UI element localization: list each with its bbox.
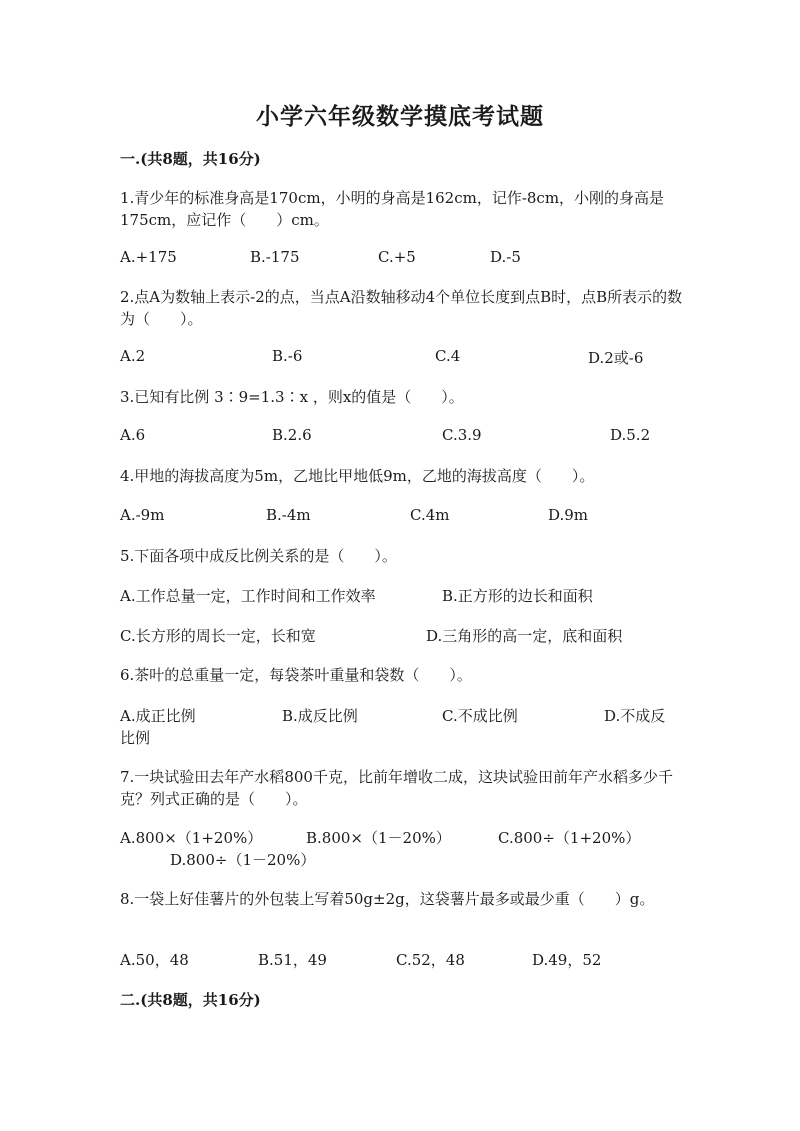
option-a[interactable]: A.6 <box>120 426 146 444</box>
option-b[interactable]: B.2.6 <box>272 426 312 444</box>
option-c[interactable]: C.3.9 <box>442 426 482 444</box>
question-5-options-row2 <box>120 625 685 647</box>
option-b[interactable]: B.800×（1－20%） <box>306 829 451 847</box>
option-c[interactable]: C.52，48 <box>396 951 465 969</box>
option-a[interactable]: A.成正比例 <box>120 707 196 725</box>
question-2: 2.点A为数轴上表示-2的点，当点A沿数轴移动4个单位长度到点B时，点B所表示的数为（ ）。 <box>120 288 683 328</box>
option-d[interactable]: D.2或-6 <box>588 349 644 367</box>
question-6-options <box>120 705 685 727</box>
option-c[interactable]: C.4 <box>435 347 461 365</box>
question-6: 6.茶叶的总重量一定，每袋茶叶重量和袋数（ ）。 <box>120 666 472 684</box>
question-4: 4.甲地的海拔高度为5m，乙地比甲地低9m，乙地的海拔高度（ ）。 <box>120 467 595 485</box>
option-d[interactable]: D.不成反 <box>604 707 666 725</box>
option-d[interactable]: D.三角形的高一定，底和面积 <box>426 627 623 645</box>
question-7-options-row2 <box>120 849 685 871</box>
page-title: 小学六年级数学摸底考试题 <box>256 103 544 130</box>
option-d[interactable]: D.800÷（1－20%） <box>170 851 316 869</box>
question-5-options-row1 <box>120 585 685 607</box>
question-2-options <box>120 347 685 369</box>
question-8-options <box>120 949 685 971</box>
question-7: 7.一块试验田去年产水稻800千克，比前年增收二成，这块试验田前年产水稻多少千克？列式正确的是（ ）。 <box>120 768 673 808</box>
option-d[interactable]: D.9m <box>548 506 589 524</box>
option-c[interactable]: C.长方形的周长一定，长和宽 <box>120 627 316 645</box>
option-b[interactable]: B.51，49 <box>258 951 327 969</box>
option-b[interactable]: B.成反比例 <box>282 707 358 725</box>
option-d[interactable]: D.5.2 <box>610 426 651 444</box>
question-1-options <box>120 248 685 270</box>
option-a[interactable]: A.工作总量一定，工作时间和工作效率 <box>120 587 376 605</box>
question-7-options-row1 <box>120 827 685 849</box>
option-b[interactable]: B.正方形的边长和面积 <box>442 587 593 605</box>
option-b[interactable]: B.-175 <box>250 248 300 266</box>
option-a[interactable]: A.50，48 <box>120 951 189 969</box>
option-c[interactable]: C.800÷（1+20%） <box>498 829 641 847</box>
option-a[interactable]: A.-9m <box>120 506 165 524</box>
option-b[interactable]: B.-6 <box>272 347 303 365</box>
question-3-options <box>120 426 685 448</box>
option-c[interactable]: C.+5 <box>378 248 416 266</box>
question-5: 5.下面各项中成反比例关系的是（ ）。 <box>120 547 397 565</box>
option-a[interactable]: A.2 <box>120 347 146 365</box>
question-4-options <box>120 506 685 528</box>
option-c[interactable]: C.4m <box>410 506 450 524</box>
option-d[interactable]: D.49，52 <box>532 951 602 969</box>
option-a[interactable]: A.+175 <box>120 248 177 266</box>
question-8: 8.一袋上好佳薯片的外包装上写着50g±2g，这袋薯片最多或最少重（ ）g。 <box>120 890 655 908</box>
question-3: 3.已知有比例 3∶9=1.3∶x ，则x的值是（ ）。 <box>120 388 464 406</box>
section-heading-2: 二.(共8题，共16分) <box>120 991 261 1009</box>
section-heading-1: 一.(共8题，共16分) <box>120 150 261 168</box>
option-b[interactable]: B.-4m <box>266 506 311 524</box>
question-1: 1.青少年的标准身高是170cm，小明的身高是162cm，记作-8cm，小刚的身高是175cm，应记作（ ）cm。 <box>120 189 665 229</box>
option-d[interactable]: D.-5 <box>490 248 521 266</box>
option-c[interactable]: C.不成比例 <box>442 707 518 725</box>
option-d-continuation: 比例 <box>120 729 151 747</box>
option-a[interactable]: A.800×（1+20%） <box>120 829 263 847</box>
